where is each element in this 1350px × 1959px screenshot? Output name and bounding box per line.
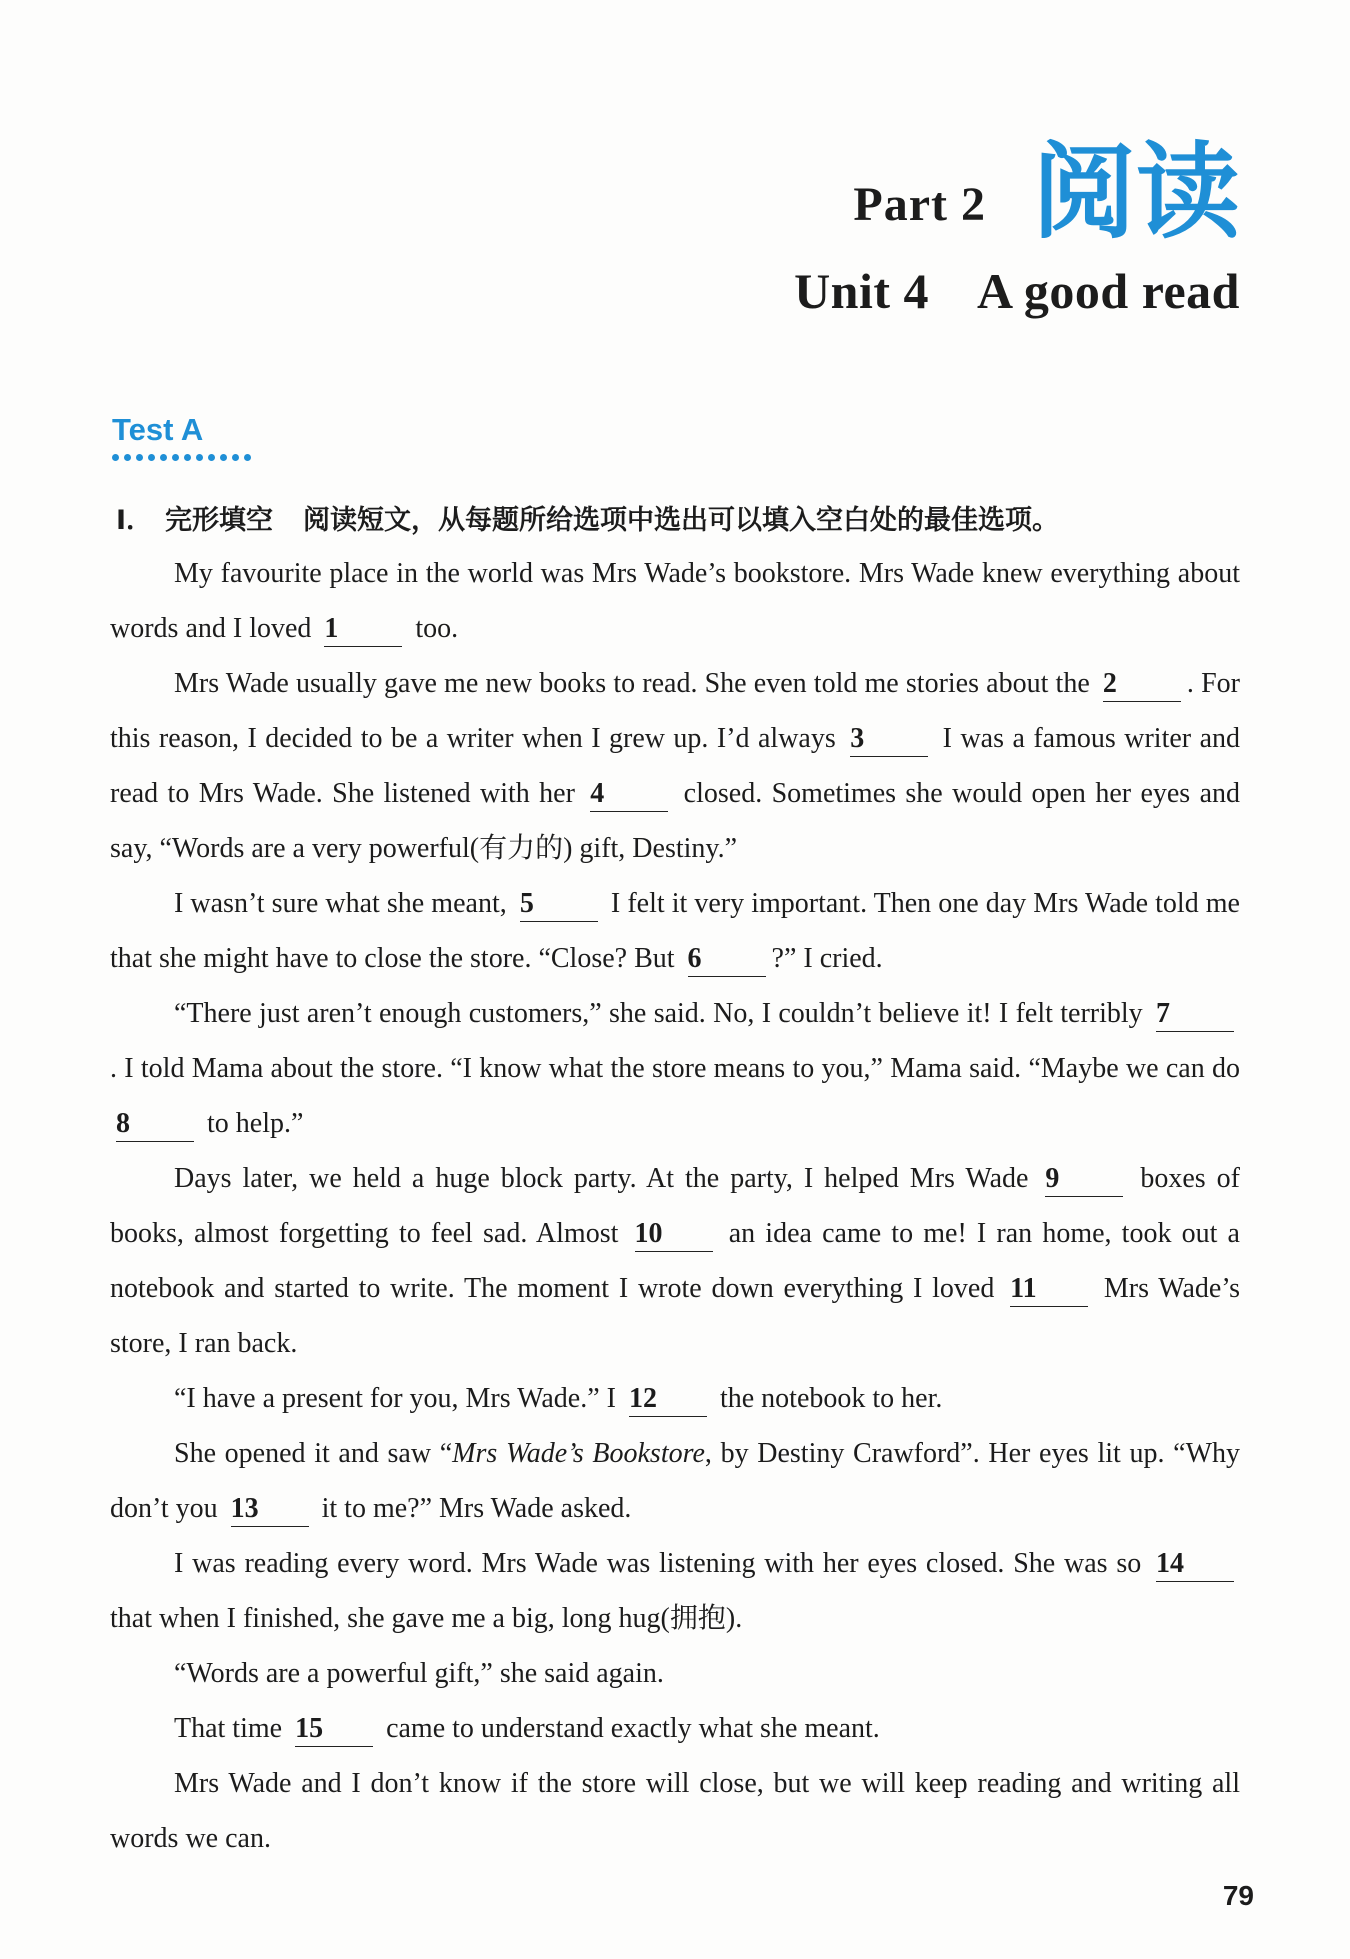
instruction-text: 阅读短文，从每题所给选项中选出可以填入空白处的最佳选项。 — [303, 505, 1060, 536]
blank-3[interactable]: 3 — [850, 722, 928, 757]
test-label: Test A — [112, 412, 204, 447]
passage-paragraph: “There just aren’t enough customers,” she said. No, I couldn’t believe it! I felt terribly 7. I told Mama about the store. “I know what the store means to you,” Mama said. “Maybe we can do 8 to help.” — [110, 986, 1240, 1151]
blank-15[interactable]: 15 — [295, 1712, 373, 1747]
unit-title — [794, 262, 1240, 320]
blank-13[interactable]: 13 — [231, 1492, 309, 1527]
unit-label: Unit 4 — [794, 263, 930, 319]
exercise-type: 完形填空 — [165, 505, 274, 536]
section-header — [794, 131, 1240, 320]
blank-1[interactable]: 1 — [324, 612, 402, 647]
cloze-passage — [110, 546, 1240, 1866]
exercise-instruction — [116, 498, 1059, 537]
blank-12[interactable]: 12 — [629, 1382, 707, 1417]
passage-paragraph: Days later, we held a huge block party. At the party, I helped Mrs Wade 9 boxes of books, almost forgetting to feel sad. Almost 10 an idea came to me! I ran home, took out a notebook and started to write. The moment I wrote down everything I loved 11 Mrs Wade’s store, I ran back. — [110, 1163, 1241, 1359]
blank-7[interactable]: 7 — [1156, 997, 1234, 1032]
passage-paragraph: “Words are a powerful gift,” she said again. — [174, 1658, 664, 1689]
exercise-number: I． — [116, 505, 154, 536]
dotted-underline — [112, 454, 251, 461]
passage-paragraph: That time 15 came to understand exactly what she meant. — [110, 1701, 1240, 1756]
blank-4[interactable]: 4 — [590, 777, 668, 812]
passage-paragraph: She opened it and saw “Mrs Wade’s Bookstore, by Destiny Crawford”. Her eyes lit up. “Why don’t you 13 it to me?” Mrs Wade asked. — [110, 1426, 1240, 1536]
part-line — [794, 131, 1240, 253]
part-title: 阅读 — [1031, 131, 1240, 253]
test-heading — [112, 412, 251, 461]
blank-6[interactable]: 6 — [688, 942, 766, 977]
book-title: Mrs Wade’s Bookstore — [452, 1438, 705, 1469]
part-label: Part 2 — [853, 178, 986, 231]
passage-paragraph: Mrs Wade and I don’t know if the store will close, but we will keep reading and writing all words we can. — [110, 1768, 1240, 1854]
unit-name: A good read — [977, 263, 1240, 319]
blank-5[interactable]: 5 — [520, 887, 598, 922]
blank-2[interactable]: 2 — [1103, 667, 1181, 702]
passage-paragraph: I was reading every word. Mrs Wade was listening with her eyes closed. She was so 14 that when I finished, she gave me a big, long hug(拥抱). — [110, 1536, 1240, 1646]
blank-8[interactable]: 8 — [116, 1107, 194, 1142]
blank-11[interactable]: 11 — [1010, 1272, 1088, 1307]
blank-10[interactable]: 10 — [635, 1217, 713, 1252]
passage-paragraph: I wasn’t sure what she meant, 5 I felt it very important. Then one day Mrs Wade told me that she might have to close the store. “Close? But 6 ?” I cried. — [110, 876, 1240, 986]
passage-paragraph: Mrs Wade usually gave me new books to read. She even told me stories about the 2 . For this reason, I decided to be a writer when I grew up. I’d always 3 I was a famous writer and read to Mrs Wade. She listened with her 4 closed. Sometimes she would open her eyes and say, “Words are a very powerful(有力的) gift, Destiny.” — [110, 668, 1241, 864]
blank-9[interactable]: 9 — [1045, 1162, 1123, 1197]
passage-paragraph: “I have a present for you, Mrs Wade.” I 12 the notebook to her. — [110, 1371, 1240, 1426]
page-number: 79 — [1222, 1880, 1254, 1911]
blank-14[interactable]: 14 — [1156, 1547, 1234, 1582]
passage-paragraph: My favourite place in the world was Mrs Wade’s bookstore. Mrs Wade knew everything about words and I loved 1 too. — [110, 546, 1240, 656]
